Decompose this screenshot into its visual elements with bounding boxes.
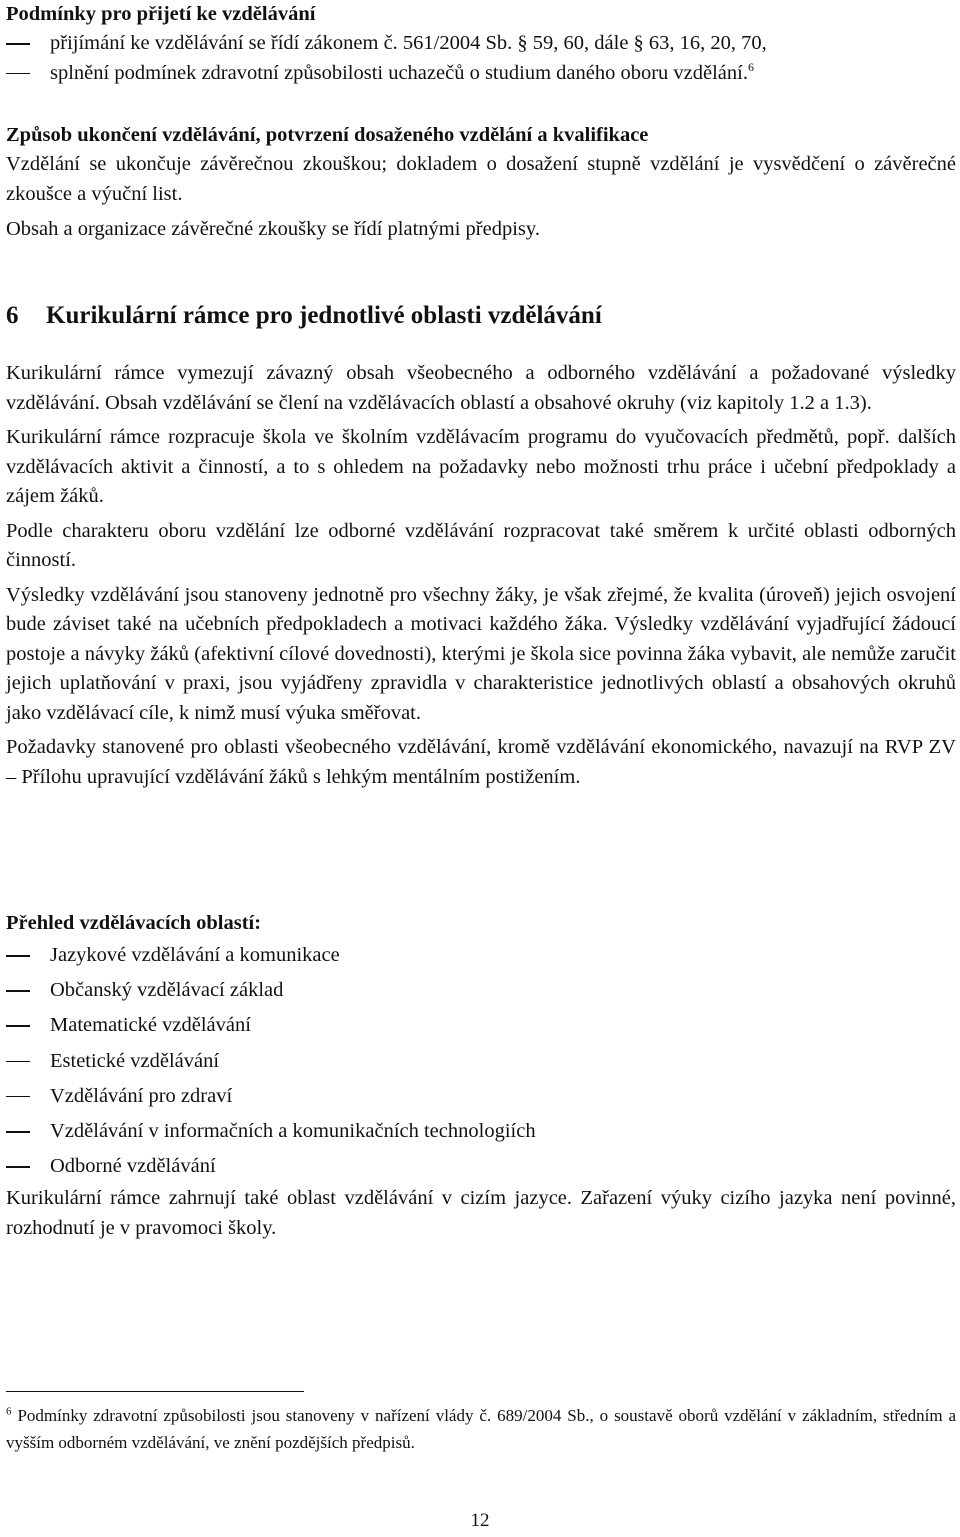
overview-item-5: Vzdělávání pro zdraví (50, 1084, 233, 1107)
overview-heading: Přehled vzdělávacích oblastí: (6, 912, 262, 934)
overview-section (6, 908, 956, 1243)
list-item (6, 1044, 956, 1079)
completion-section (6, 120, 956, 245)
chapter-heading (6, 300, 956, 332)
admission-heading: Podmínky pro přijetí ke vzdělávání (6, 3, 316, 25)
overview-item-6: Vzdělávání v informačních a komunikačních technologiích (50, 1120, 536, 1143)
list-item (6, 938, 956, 973)
chapter-paragraph-2: Kurikulární rámce rozpracuje škola ve školním vzdělávacím programu do vyučovacích předmětů, popř. dalších vzdělávacích aktivit a činností, a to s ohledem na požadavky nebo možnosti trhu práce i učební předpoklady a zájem žáků. (6, 426, 956, 507)
footnote (6, 1402, 956, 1456)
footnote-reference: 6 (747, 59, 754, 74)
chapter-number: 6 (6, 302, 19, 329)
list-item (6, 973, 956, 1008)
footnote-divider (6, 1391, 304, 1392)
admission-list (6, 29, 956, 88)
chapter-paragraph-3: Podle charakteru oboru vzdělání lze odborné vzdělávání rozpracovat také směrem k určité oblasti odborných činností. (6, 519, 956, 571)
overview-list (6, 938, 956, 1184)
overview-item-1: Jazykové vzdělávání a komunikace (50, 944, 340, 966)
admission-item-1: přijímání ke vzdělávání se řídí zákonem č. 561/2004 Sb. § 59, 60, dále § 63, 16, 20, 70, (50, 32, 767, 54)
list-item (6, 1079, 956, 1114)
chapter-title: Kurikulární rámce pro jednotlivé oblasti vzdělávání (46, 302, 602, 329)
admission-section (6, 0, 956, 88)
chapter-body (6, 359, 956, 792)
overview-closing: Kurikulární rámce zahrnují také oblast vzdělávání v cizím jazyce. Zařazení výuky cizího jazyka není povinné, rozhodnutí je v pravomoci školy. (6, 1187, 956, 1239)
list-item (6, 1114, 956, 1149)
list-item (6, 59, 956, 89)
list-item (6, 29, 956, 59)
list-item (6, 1149, 956, 1184)
page-number: 12 (470, 1510, 490, 1531)
admission-item-2: splnění podmínek zdravotní způsobilosti uchazečů o studium daného oboru vzdělání. (50, 61, 748, 84)
completion-paragraph-1: Vzdělání se ukončuje závěrečnou zkouškou; dokladem o dosažení stupně vzdělání je vysvědčení o závěrečné zkoušce a výuční list. (6, 153, 956, 205)
completion-paragraph-2: Obsah a organizace závěrečné zkoušky se řídí platnými předpisy. (6, 218, 540, 240)
chapter-paragraph-5: Požadavky stanovené pro oblasti všeobecného vzdělávání, kromě vzdělávání ekonomického, navazují na RVP ZV – Přílohu upravující vzdělávání žáků s lehkým mentálním postižením. (6, 736, 956, 788)
footnote-text: Podmínky zdravotní způsobilosti jsou stanoveny v nařízení vlády č. 689/2004 Sb., o soustavě oborů vzdělání v základním, středním a vyšším odborném vzdělávání, ve znění pozdějších předpisů. (6, 1406, 957, 1452)
overview-item-2: Občanský vzdělávací základ (50, 979, 284, 1002)
footnote-marker: 6 (6, 1405, 12, 1418)
overview-item-3: Matematické vzdělávání (50, 1014, 251, 1037)
completion-heading: Způsob ukončení vzdělávání, potvrzení dosaženého vzdělání a kvalifikace (6, 124, 649, 146)
chapter-paragraph-4: Výsledky vzdělávání jsou stanoveny jednotně pro všechny žáky, je však zřejmé, že kvalita (úroveň) jejich osvojení bude záviset také na učebních předpokladech a motivaci každého žáka. Výsledky vzdělávání vyjadřující žádoucí postoje a návyky žáků (afektivní cílové dovednosti), kterými je škola sice povinna žáka vybavit, ale nemůže zaručit jejich uplatňování v praxi, jsou vyjádřeny zpravidla v charakteristice jednotlivých oblastí a obsahových okruhů jako vzdělávací cíle, k nimž musí výuka směřovat. (6, 583, 956, 724)
list-item (6, 1008, 956, 1043)
overview-item-7: Odborné vzdělávání (50, 1155, 216, 1178)
chapter-paragraph-1: Kurikulární rámce vymezují závazný obsah všeobecného a odborného vzdělávání a požadované výsledky vzdělávání. Obsah vzdělávání se člení na vzdělávacích oblastí a obsahové okruhy (viz kapitoly 1.2 a 1.3). (6, 362, 956, 414)
overview-item-4: Estetické vzdělávání (50, 1049, 220, 1072)
